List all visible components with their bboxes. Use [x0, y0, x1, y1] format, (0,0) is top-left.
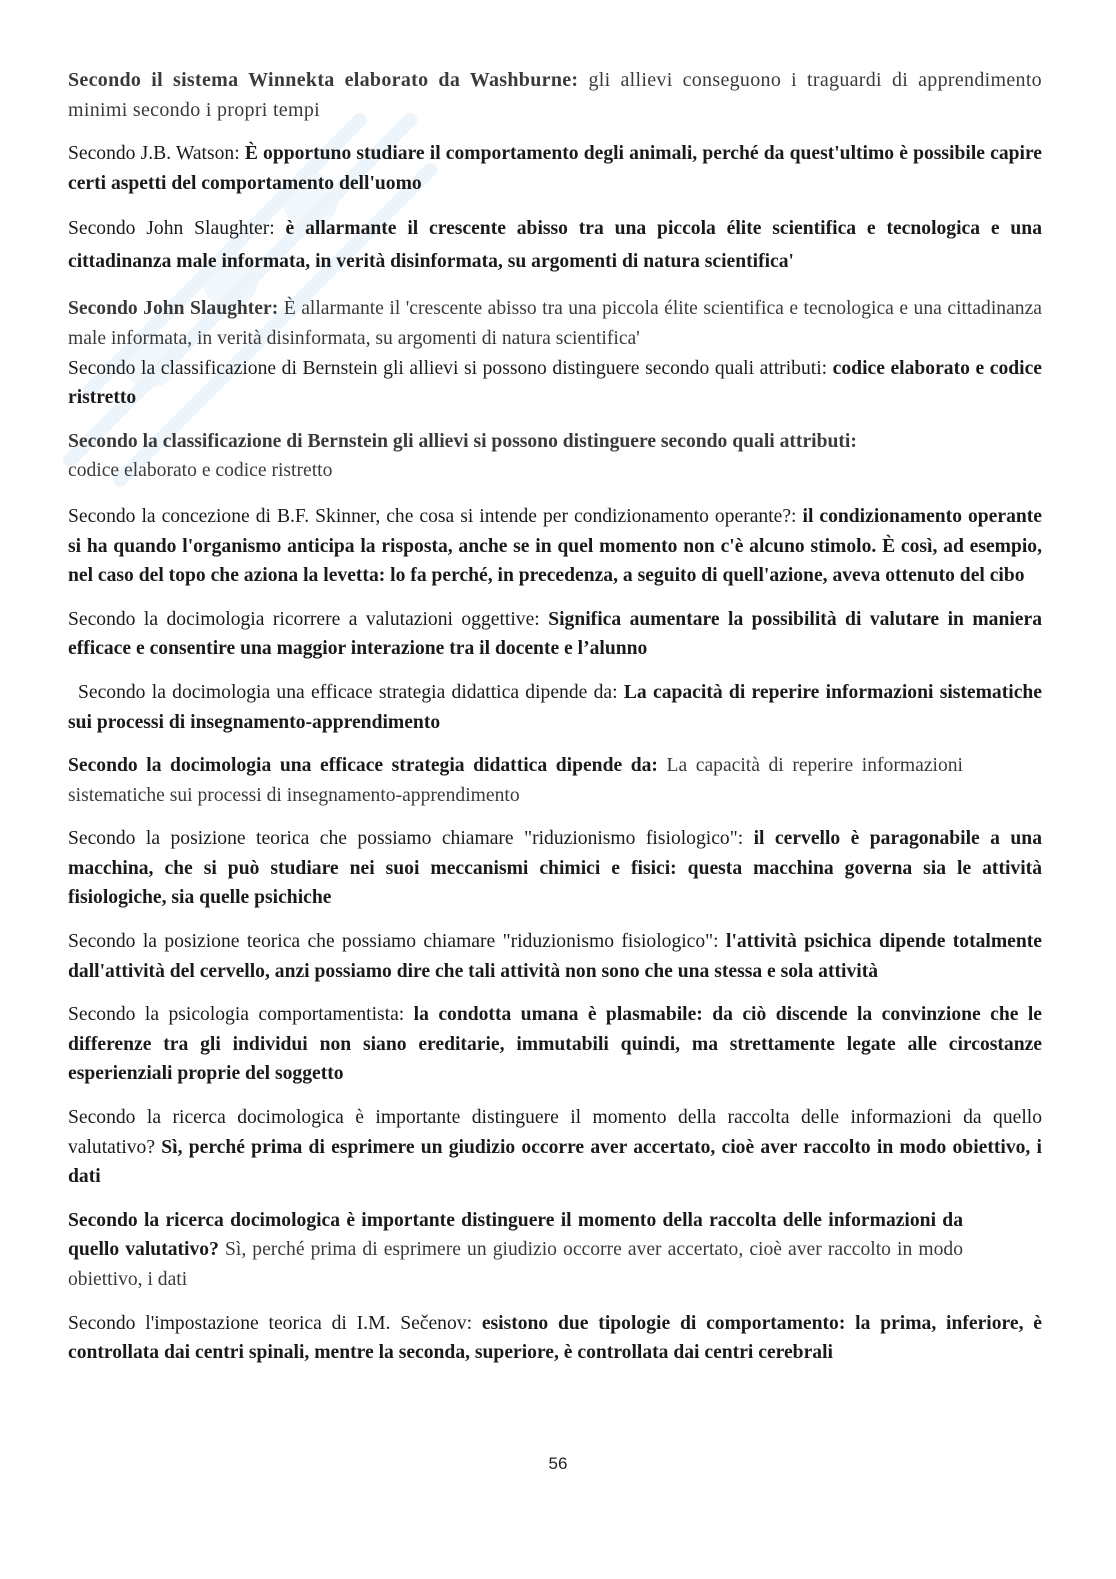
- question: Secondo la ricerca docimologica è importante distinguere il momento della raccolta delle informazioni da quello valutativo?: [68, 1107, 1042, 1158]
- question: Secondo J.B. Watson:: [68, 143, 240, 165]
- question: Secondo la docimologia una efficace strategia didattica dipende da:: [78, 681, 618, 703]
- answer: è allarmante il crescente abisso tra una piccola élite scientifica e tecnologica e una cittadinanza male informata, in verità disinformata, su argomenti di natura scientifica': [68, 218, 1042, 273]
- question: Secondo la docimologia ricorrere a valutazioni oggettive:: [68, 608, 540, 630]
- question: Secondo la posizione teorica che possiamo chiamare "riduzionismo fisiologico":: [68, 828, 744, 850]
- question: Secondo la classificazione di Bernstein gli allievi si possono distinguere secondo quali attributi:: [68, 430, 857, 452]
- entry-5: [68, 354, 1042, 413]
- question: Secondo la docimologia una efficace strategia didattica dipende da:: [68, 755, 658, 777]
- entry-9: [68, 678, 1042, 737]
- page-number: 56: [548, 1454, 568, 1473]
- answer: esistono due tipologie di comportamento: la prima, inferiore, è controllata dai centri spinali, mentre la seconda, superiore, è controllata dai centri cerebrali: [68, 1312, 1042, 1364]
- entry-15: [68, 1206, 963, 1295]
- answer: la condotta umana è plasmabile: da ciò discende la convinzione che le differenze tra gli individui non siano ereditarie, immutabili quindi, ma strettamente legate alle circostanze esperienziali proprie del soggetto: [68, 1004, 1042, 1085]
- question: Secondo l'impostazione teorica di I.M. Sečenov:: [68, 1312, 473, 1334]
- answer: Sì, perché prima di esprimere un giudizio occorre aver accertato, cioè aver raccolto in modo obiettivo, i dati: [68, 1136, 1042, 1188]
- question: Secondo la posizione teorica che possiamo chiamare "riduzionismo fisiologico":: [68, 931, 719, 953]
- entry-7: [68, 502, 1042, 591]
- entry-13: [68, 1000, 1042, 1089]
- answer: il cervello è paragonabile a una macchina, che si può studiare nei suoi meccanismi chimici e fisici: questa macchina governa sia le attività fisiologiche, sia quelle psichiche: [68, 828, 1042, 909]
- answer: È opportuno studiare il comportamento degli animali, perché da quest'ultimo è possibile capire certi aspetti del comportamento dell'uomo: [68, 143, 1042, 194]
- question: Secondo la psicologia comportamentista:: [68, 1004, 405, 1026]
- entry-4: [68, 294, 1042, 353]
- entry-2: [68, 139, 1042, 198]
- question: Secondo la classificazione di Bernstein gli allievi si possono distinguere secondo quali attributi:: [68, 357, 828, 379]
- entry-10: [68, 751, 963, 810]
- entry-8: [68, 605, 1042, 664]
- entry-3: [68, 212, 1042, 278]
- answer: La capacità di reperire informazioni sistematiche sui processi di insegnamento-apprendimento: [68, 755, 963, 806]
- question: Secondo il sistema Winnekta elaborato da Washburne:: [68, 69, 579, 91]
- question: Secondo la ricerca docimologica è importante distinguere il momento della raccolta delle informazioni da quello valutativo?: [68, 1209, 963, 1261]
- entry-6: [68, 427, 1042, 486]
- question: Secondo John Slaughter:: [68, 218, 275, 240]
- entry-1: [68, 66, 1042, 125]
- document-body: [68, 66, 1042, 1368]
- answer: codice elaborato e codice ristretto: [68, 460, 333, 482]
- answer: Significa aumentare la possibilità di valutare in maniera efficace e consentire una maggior interazione tra il docente e l’alunno: [68, 608, 1042, 660]
- answer: Sì, perché prima di esprimere un giudizio occorre aver accertato, cioè aver raccolto in modo obiettivo, i dati: [68, 1239, 963, 1290]
- answer: È allarmante il 'crescente abisso tra una piccola élite scientifica e tecnologica e una cittadinanza male informata, in verità disinformata, su argomenti di natura scientifica': [68, 298, 1042, 349]
- entry-11: [68, 824, 1042, 913]
- answer: codice elaborato e codice ristretto: [68, 357, 1043, 409]
- question: Secondo John Slaughter:: [68, 298, 279, 320]
- entry-14: [68, 1103, 1042, 1192]
- answer: La capacità di reperire informazioni sistematiche sui processi di insegnamento-apprendimento: [68, 681, 1042, 733]
- question: Secondo la concezione di B.F. Skinner, che cosa si intende per condizionamento operante?:: [68, 505, 797, 527]
- entry-16: [68, 1309, 1042, 1368]
- entry-12: [68, 927, 1042, 986]
- answer: gli allievi conseguono i traguardi di apprendimento minimi secondo i propri tempi: [68, 69, 1042, 121]
- answer: l'attività psichica dipende totalmente dall'attività del cervello, anzi possiamo dire che tali attività non sono che una stessa e sola attività: [68, 931, 1042, 982]
- answer: il condizionamento operante si ha quando l'organismo anticipa la risposta, anche se in quel momento non c'è alcuno stimolo. È così, ad esempio, nel caso del topo che aziona la levetta: lo fa perché, in precedenza, a seguito di quell'azione, aveva ottenuto del cibo: [68, 505, 1042, 587]
